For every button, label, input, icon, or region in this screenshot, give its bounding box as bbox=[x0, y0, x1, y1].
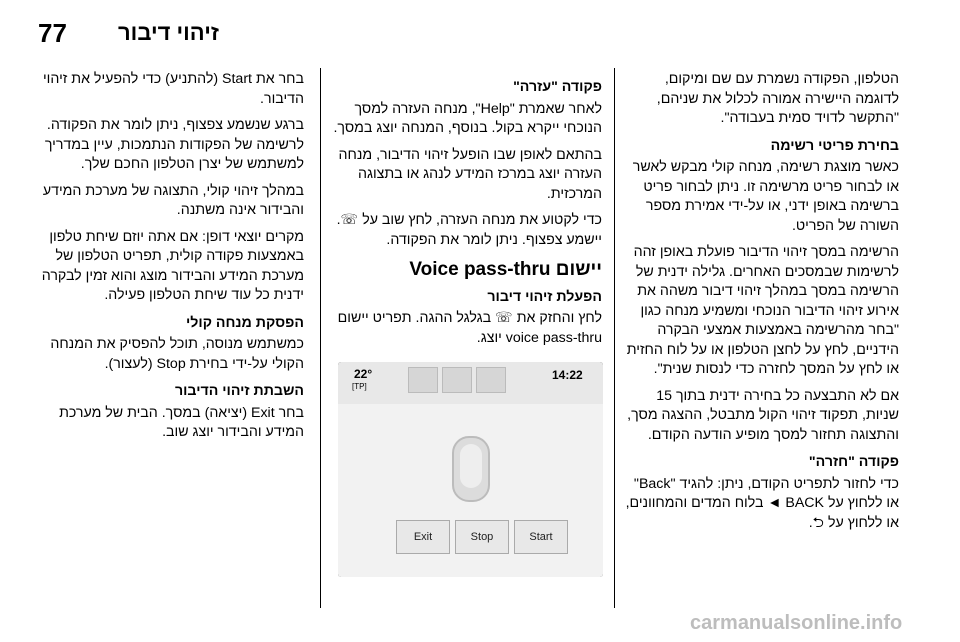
paragraph: כמשתמש מנוסה, תוכל להפסיק את המנחה הקולי על-ידי בחירת Stop (לעצור). bbox=[50, 336, 304, 372]
exit-button[interactable]: Exit bbox=[396, 520, 450, 554]
paragraph: לאחר שאמרת "Help", מנחה העזרה למסך הנוכחי ייקרא בקול. בנוסף, המנחה יוצג במסך. bbox=[333, 100, 602, 136]
screen-temperature: 22° bbox=[354, 367, 373, 381]
screen-tp-indicator: [TP] bbox=[352, 382, 367, 391]
column-right bbox=[623, 70, 899, 540]
screen-photo bbox=[338, 362, 603, 577]
phone-icon bbox=[442, 367, 472, 393]
chapter-title: זיהוי דיבור bbox=[118, 20, 219, 45]
microphone-icon bbox=[452, 436, 490, 502]
paragraph: במהלך זיהוי קולי, התצוגה של מערכת המידע והבידור אינה משתנה. bbox=[42, 182, 304, 218]
column-left bbox=[34, 70, 304, 450]
watermark: carmanualsonline.info bbox=[690, 612, 903, 634]
section-heading: פקודה "חזרה" bbox=[808, 454, 899, 470]
paragraph: כדי לחזור לתפריט הקודם, ניתן: להגיד "Back" או ללחוץ על BACK ◄ בלוח המדים והמחוונים, או ללחוץ על ⮌. bbox=[625, 475, 899, 531]
section-heading: השבתת זיהוי הדיבור bbox=[174, 383, 304, 399]
page-number: 77 bbox=[38, 18, 67, 48]
screen-status-bar bbox=[338, 362, 603, 404]
column-divider bbox=[320, 68, 321, 608]
screen-body bbox=[338, 404, 603, 577]
screen-clock: 14:22 bbox=[552, 368, 583, 382]
section-heading: הפסקת מנחה קולי bbox=[186, 314, 304, 331]
stop-button[interactable]: Stop bbox=[455, 520, 509, 554]
paragraph: הרשימה במסך זיהוי הדיבור פועלת באופן זהה לרשימות שבמסכים האחרים. גלילה ידנית של הרשימה במסך במהלך זיהוי דיבור משהה את אירוע זיהוי הדיבור הנוכחי ומשמיע מנחה כגון "בחר מהרשימה באמצעות אמצעי הבקרה הידניים, לחץ על לחצן הטלפון או על לוח החזית או לחץ על המסך לחזרה כדי לנסות שנית". bbox=[626, 244, 899, 377]
section-heading: הפעלת זיהוי דיבור bbox=[487, 288, 602, 305]
section-heading: בחירת פריטי רשימה bbox=[770, 137, 899, 154]
paragraph: ברגע שנשמע צפצוף, ניתן לומר את הפקודה. לרשימה של הפקודות הנתמכות, עיין במדריך למשתמש של יצרן הטלפון החכם שלך. bbox=[44, 117, 304, 172]
column-divider bbox=[614, 68, 615, 608]
paragraph: כאשר מוצגת רשימה, מנחה קולי מבקש לאשר או לבחור פריט מרשימה זו. ניתן לבחור פריט ברשימה באופן ידני, או על-ידי אמירת מספר השורה של הפריט. bbox=[632, 159, 899, 234]
nav-icon bbox=[476, 367, 506, 393]
paragraph: בחר Exit (יציאה) במסך. הבית של מערכת המידע והבידור יוצג שוב. bbox=[59, 404, 304, 440]
section-heading: יישום Voice pass-thru bbox=[409, 259, 602, 280]
paragraph: בהתאם לאופן שבו הופעל זיהוי הדיבור, מנחה העזרה יוצג במרכז המידע לנהג או בתצוגה המרכזית. bbox=[338, 146, 602, 202]
paragraph: הטלפון, הפקודה נשמרת עם שם ומיקום, לדוגמה היישירה אמורה לכלול את שניהם, "התקשר לדויד סמית בעבודה". bbox=[656, 71, 899, 126]
paragraph: לחץ והחזק את ☏ בגלגל ההגה. תפריט יישום voice pass-thru יוצג. bbox=[337, 310, 602, 346]
start-button[interactable]: Start bbox=[514, 520, 568, 554]
paragraph: אם לא התבצעה כל בחירה ידנית בתוך 15 שניות, תפקוד זיהוי הקול מתבטל, ההצגה מסך, והתצוגה תחזור למסך מופיע הודעה הקודם. bbox=[627, 387, 899, 443]
section-heading: פקודה "עזרה" bbox=[513, 79, 602, 95]
paragraph: בחר את Start (להתניע) כדי להפעיל את זיהוי הדיבור. bbox=[42, 71, 304, 107]
paragraph: כדי לקטוע את מנחה העזרה, לחץ שוב על ☏. יישמע צפצוף. ניתן לומר את הפקודה. bbox=[336, 212, 602, 248]
page-header bbox=[0, 0, 960, 62]
paragraph: מקרים יוצאי דופן: אם אתה יוזם שיחת טלפון באמצעות פקודה קולית, תפריט הטלפון של מערכת המידע והבידור מוצג והוא זמין לבקרה ידנית כל עוד שיחת הטלפון פעילה. bbox=[41, 228, 304, 303]
media-icon bbox=[408, 367, 438, 393]
column-middle bbox=[326, 70, 602, 355]
